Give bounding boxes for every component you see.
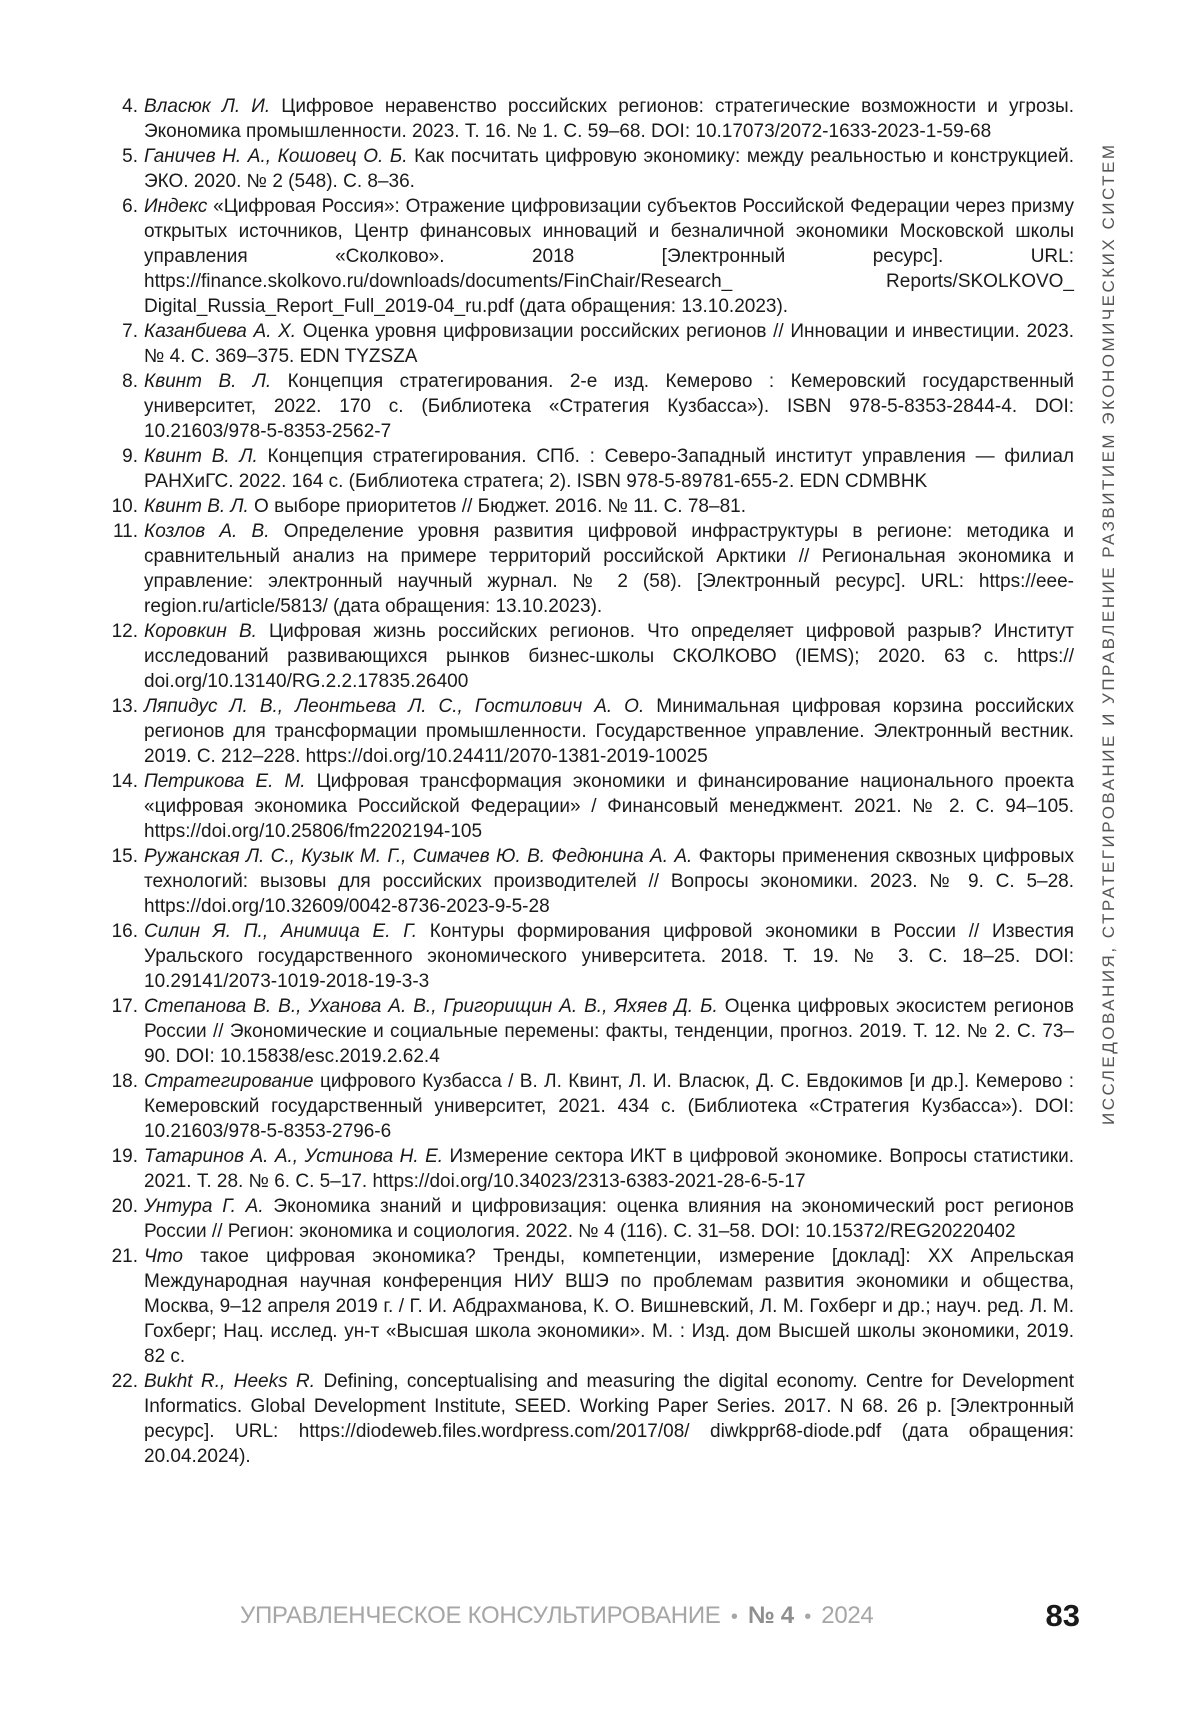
reference-number: 22. — [100, 1369, 138, 1394]
reference-authors: Коровкин В. — [144, 621, 257, 642]
reference-number: 21. — [100, 1244, 138, 1269]
reference-item — [100, 369, 1074, 444]
reference-number: 20. — [100, 1194, 138, 1219]
reference-number: 4. — [100, 94, 138, 119]
reference-item — [100, 769, 1074, 844]
issue-number: № 4 — [748, 1602, 794, 1629]
reference-item — [100, 1194, 1074, 1244]
reference-text: Концепция стратегирования. СПб. : Северо-Западный институт управления — филиал РАНХиГС. 2022. 164 с. (Библиотека стратега; 2). ISBN 978-5-89781-655-2. EDN CDMBHK — [144, 446, 1074, 492]
reference-authors: Что — [144, 1246, 183, 1267]
reference-text: Цифровая трансформация экономики и финансирование национального проекта «цифровая экономика Российской Федерации» / Финансовый менеджмент. 2021. № 2. С. 94–105. https://doi.org/10.25806/fm2202194-105 — [144, 771, 1074, 842]
reference-number: 17. — [100, 994, 138, 1019]
reference-authors: Индекс — [144, 196, 207, 217]
reference-item — [100, 494, 1074, 519]
reference-number: 18. — [100, 1069, 138, 1094]
reference-number: 16. — [100, 919, 138, 944]
reference-authors: Степанова В. В., Уханова А. В., Григорищин А. В., Яхяев Д. Б. — [144, 996, 718, 1017]
reference-text: Оценка цифровых экосистем регионов России // Экономические и социальные перемены: факты, тенденции, прогноз. 2019. Т. 12. № 2. С. 73–90. DOI: 10.15838/esc.2019.2.62.4 — [144, 996, 1074, 1067]
reference-number: 11. — [100, 519, 138, 544]
reference-authors: Силин Я. П., Анимица Е. Г. — [144, 921, 417, 942]
reference-item — [100, 194, 1074, 319]
reference-authors: Козлов А. В. — [144, 521, 270, 542]
reference-list — [100, 94, 1074, 1469]
issue-year: 2024 — [821, 1602, 873, 1629]
reference-text: Определение уровня развития цифровой инфраструктуры в регионе: методика и сравнительный анализ на примере территорий российской Арктики // Региональная экономика и управление: электронный научный журнал. № 2 (58). [Электронный ресурс]. URL: https://eee-region.ru/article/5813/ (дата обращения: 13.10.2023). — [144, 521, 1074, 617]
reference-item — [100, 519, 1074, 619]
reference-item — [100, 1144, 1074, 1194]
reference-text: Оценка уровня цифровизации российских регионов // Инновации и инвестиции. 2023. № 4. С. 369–375. EDN TYZSZA — [144, 321, 1074, 367]
reference-authors: Bukht R., Heeks R. — [144, 1371, 315, 1392]
journal-name-line — [240, 1602, 873, 1630]
reference-number: 8. — [100, 369, 138, 394]
reference-text: «Цифровая Россия»: Отражение цифровизации субъектов Российской Федерации через призму открытых источников, Центр финансовых инноваций и безналичной экономики Московской школы управления «Сколково». 2018 [Электронный ресурс]. URL: https://finance.skolkovo.ru/downloads/documents/FinChair/Research_ Reports/SKOLKOVO_ Digital_Russia_Report_Full_2019-04_ru.pdf (дата обращения: 13.10.2023). — [144, 196, 1074, 317]
reference-authors: Квинт В. Л. — [144, 446, 258, 467]
reference-text: Минимальная цифровая корзина российских регионов для трансформации промышленности. Государственное управление. Электронный вестник. 2019. С. 212–228. https://doi.org/10.24411/2070-1381-2019-10025 — [144, 696, 1074, 767]
reference-text: Цифровая жизнь российских регионов. Что определяет цифровой разрыв? Институт исследований развивающихся рынков бизнес-школы СКОЛКОВО (IEMS); 2020. 63 с. https:// doi.org/10.13140/RG.2.2.17835.26400 — [144, 621, 1074, 692]
reference-text: Факторы применения сквозных цифровых технологий: вызовы для российских производителей // Вопросы экономики. 2023. № 9. С. 5–28. https://doi.org/10.32609/0042-8736-2023-9-5-28 — [144, 846, 1074, 917]
reference-text: Цифровое неравенство российских регионов: стратегические возможности и угрозы. Экономика промышленности. 2023. Т. 16. № 1. С. 59–68. DOI: 10.17073/2072-1633-2023-1-59-68 — [144, 96, 1074, 142]
reference-number: 6. — [100, 194, 138, 219]
reference-authors: Татаринов А. А., Устинова Н. Е. — [144, 1146, 443, 1167]
running-section-title: ИССЛЕДОВАНИЯ, СТРАТЕГИРОВАНИЕ И УПРАВЛЕНИЕ РАЗВИТИЕМ ЭКОНОМИЧЕСКИХ СИСТЕМ — [1099, 105, 1119, 1125]
reference-authors: Казанбиева А. Х. — [144, 321, 296, 342]
reference-authors: Ружанская Л. С., Кузык М. Г., Симачев Ю. В. Федюнина А. А. — [144, 846, 692, 867]
reference-item — [100, 619, 1074, 694]
reference-item — [100, 144, 1074, 194]
reference-authors: Власюк Л. И. — [144, 96, 270, 117]
reference-number: 9. — [100, 444, 138, 469]
reference-number: 10. — [100, 494, 138, 519]
reference-number: 15. — [100, 844, 138, 869]
reference-item — [100, 919, 1074, 994]
reference-authors: Ляпидус Л. В., Леонтьева Л. С., Гостилович А. О. — [144, 696, 644, 717]
separator-dot: • — [804, 1606, 811, 1628]
reference-text: Контуры формирования цифровой экономики в России // Известия Уральского государственного экономического университета. 2018. Т. 19. № 3. С. 18–25. DOI: 10.29141/2073-1019-2018-19-3-3 — [144, 921, 1074, 992]
reference-text: Defining, conceptualising and measuring the digital economy. Centre for Development Informatics. Global Development Institute, SEED. Working Paper Series. 2017. N 68. 26 p. [Электронный ресурс]. URL: https://diodeweb.files.wordpress.com/2017/08/ diwkppr68-diode.pdf (дата обращения: 20.04.2024). — [144, 1371, 1074, 1467]
page-number: 83 — [1046, 1598, 1080, 1634]
reference-item — [100, 1244, 1074, 1369]
reference-item — [100, 1369, 1074, 1469]
reference-number: 5. — [100, 144, 138, 169]
reference-authors: Квинт В. Л. — [144, 371, 271, 392]
reference-item — [100, 1069, 1074, 1144]
reference-authors: Ганичев Н. А., Кошовец О. Б. — [144, 146, 408, 167]
reference-number: 13. — [100, 694, 138, 719]
reference-text: О выборе приоритетов // Бюджет. 2016. № 11. С. 78–81. — [249, 496, 746, 517]
reference-authors: Унтура Г. А. — [144, 1196, 264, 1217]
reference-authors: Квинт В. Л. — [144, 496, 249, 517]
reference-item — [100, 444, 1074, 494]
page-footer — [240, 1598, 1080, 1634]
reference-number: 12. — [100, 619, 138, 644]
reference-number: 7. — [100, 319, 138, 344]
reference-text: цифрового Кузбасса / В. Л. Квинт, Л. И. Власюк, Д. С. Евдокимов [и др.]. Кемерово : Кемеровский государственный университет, 2021. 434 с. (Библиотека «Стратегия Кузбасса»). DOI: 10.21603/978-5-8353-2796-6 — [144, 1071, 1074, 1142]
separator-dot: • — [731, 1606, 738, 1628]
reference-item — [100, 319, 1074, 369]
reference-number: 14. — [100, 769, 138, 794]
reference-authors: Петрикова Е. М. — [144, 771, 306, 792]
reference-item — [100, 994, 1074, 1069]
reference-text: Концепция стратегирования. 2-е изд. Кемерово : Кемеровский государственный университет, 2022. 170 с. (Библиотека «Стратегия Кузбасса»). ISBN 978-5-8353-2844-4. DOI: 10.21603/978-5-8353-2562-7 — [144, 371, 1074, 442]
reference-item — [100, 94, 1074, 144]
reference-text: такое цифровая экономика? Тренды, компетенции, измерение [доклад]: XX Апрельская Международная научная конференция НИУ ВШЭ по проблемам развития экономики и общества, Москва, 9–12 апреля 2019 г. / Г. И. Абдрахманова, К. О. Вишневский, Л. М. Гохберг и др.; науч. ред. Л. М. Гохберг; Нац. исслед. ун-т «Высшая школа экономики». М. : Изд. дом Высшей школы экономики, 2019. 82 с. — [144, 1246, 1074, 1367]
reference-text: Как посчитать цифровую экономику: между реальностью и конструкцией. ЭКО. 2020. № 2 (548). С. 8–36. — [144, 146, 1074, 192]
reference-item — [100, 694, 1074, 769]
reference-item — [100, 844, 1074, 919]
journal-title: УПРАВЛЕНЧЕСКОЕ КОНСУЛЬТИРОВАНИЕ — [240, 1602, 721, 1629]
reference-text: Измерение сектора ИКТ в цифровой экономике. Вопросы статистики. 2021. Т. 28. № 6. С. 5–17. https://doi.org/10.34023/2313-6383-2021-28-6-5-17 — [144, 1146, 1074, 1192]
reference-number: 19. — [100, 1144, 138, 1169]
reference-text: Экономика знаний и цифровизация: оценка влияния на экономический рост регионов России // Регион: экономика и социология. 2022. № 4 (116). С. 31–58. DOI: 10.15372/REG20220402 — [144, 1196, 1074, 1242]
reference-authors: Стратегирование — [144, 1071, 314, 1092]
